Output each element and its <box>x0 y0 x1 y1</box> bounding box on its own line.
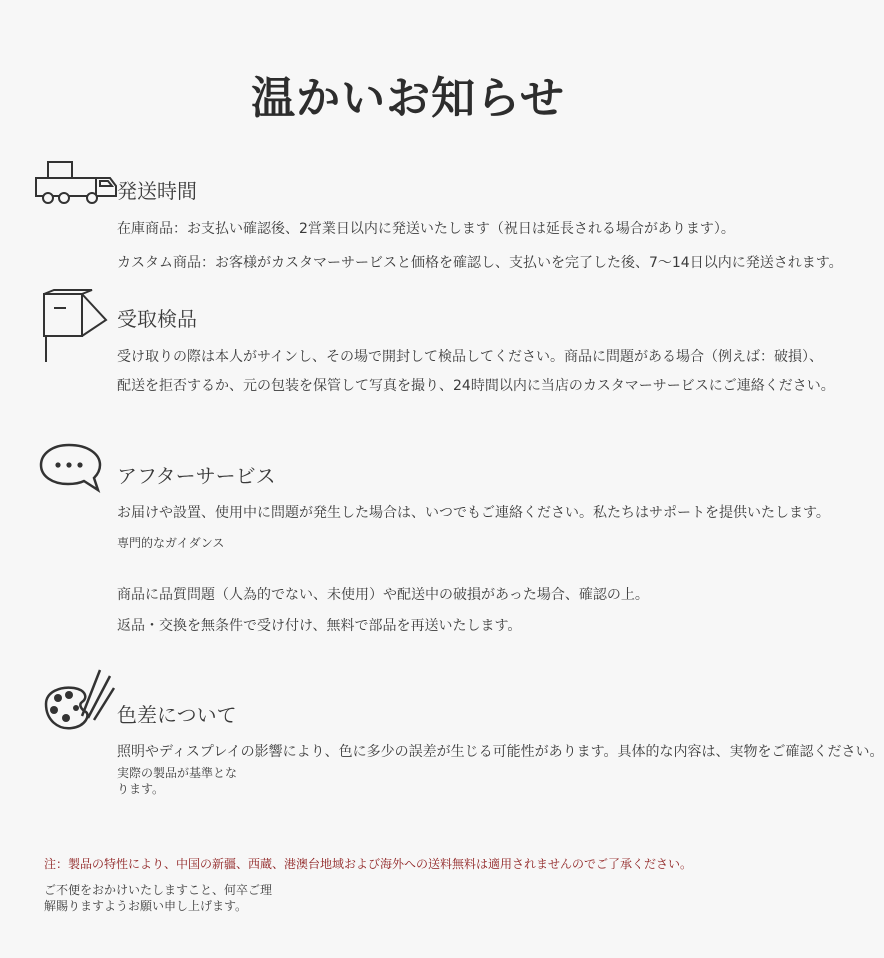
truck-icon <box>34 160 118 206</box>
closing-message: ご不便をおかけいたしますこと、何卒ご理解賜りますようお願い申し上げます。 <box>44 883 273 913</box>
section-heading-inspection: 受取検品 <box>117 307 197 331</box>
shipping-line-1: 在庫商品：お支払い確認後、2営業日以内に発送いたします（祝日は延長される場合があります）。 <box>117 221 735 237</box>
inspection-line-1: 受け取りの際は本人がサインし、その場で開封して検品してください。商品に問題がある場合（例えば：破損）、 <box>117 349 824 365</box>
after-service-line-2: 専門的なガイダンス <box>117 536 225 550</box>
inspection-line-2: 配送を拒否するか、元の包装を保管して写真を撮り、24時間以内に当店のカスタマーサービスにご連絡ください。 <box>117 378 835 394</box>
after-service-line-4: 返品・交換を無条件で受け付け、無料で部品を再送いたします。 <box>117 618 522 634</box>
chat-bubble-icon <box>38 442 104 494</box>
section-heading-color: 色差について <box>117 703 237 727</box>
page-title: 温かいお知らせ <box>251 73 565 124</box>
section-heading-shipping: 発送時間 <box>117 179 197 203</box>
section-heading-after-service: アフターサービス <box>117 464 276 488</box>
box-icon <box>40 288 112 364</box>
after-service-line-3: 商品に品質問題（人為的でない、未使用）や配送中の破損があった場合、確認の上。 <box>117 587 649 603</box>
palette-icon <box>38 664 118 736</box>
color-line-2: 実際の製品が基準となります。 <box>117 766 238 796</box>
after-service-line-1: お届けや設置、使用中に問題が発生した場合は、いつでもご連絡ください。私たちはサポートを提供いたします。 <box>117 505 830 521</box>
color-line-1: 照明やディスプレイの影響により、色に多少の誤差が生じる可能性があります。具体的な内容は、実物をご確認ください。 <box>117 744 884 760</box>
shipping-line-2: カスタム商品：お客様がカスタマーサービスと価格を確認し、支払いを完了した後、7〜14日以内に発送されます。 <box>117 255 843 271</box>
shipping-note: 注：製品の特性により、中国の新疆、西蔵、港澳台地域および海外への送料無料は適用されませんのでご了承ください。 <box>44 857 693 871</box>
